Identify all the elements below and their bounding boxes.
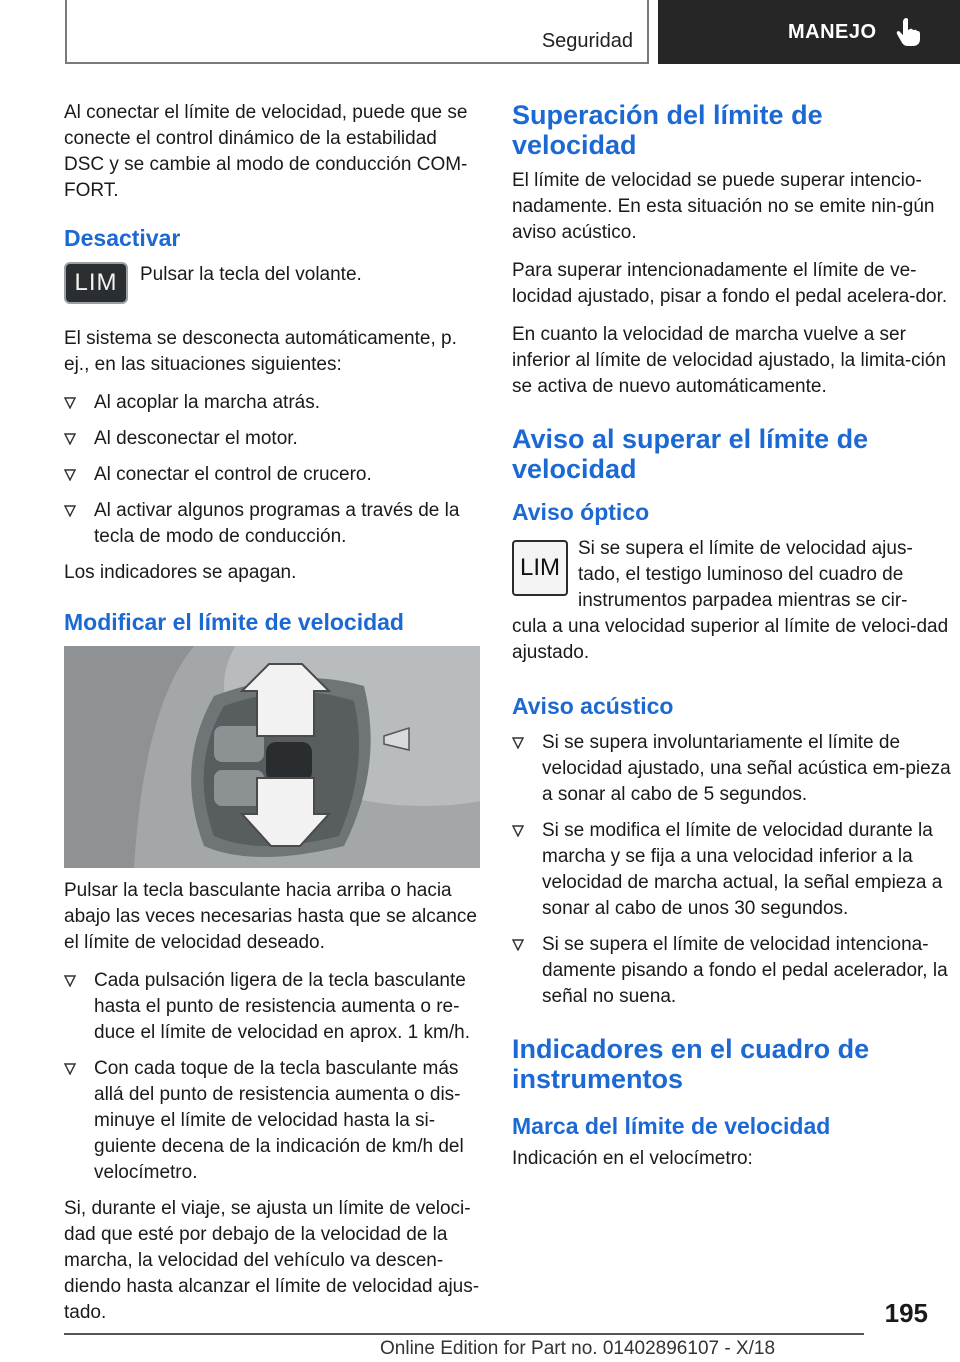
list-item: Al desconectar el motor. — [64, 426, 480, 452]
header-section-title: Seguridad — [541, 30, 633, 52]
acoustic-heading: Aviso acústico — [512, 693, 674, 719]
left-column — [64, 100, 480, 1338]
optic-heading: Aviso óptico — [512, 499, 650, 525]
right-column — [512, 100, 954, 1184]
footer-divider — [64, 1333, 864, 1335]
page-number: 195 — [884, 1298, 928, 1328]
hand-pointer-icon — [895, 17, 921, 47]
warning-heading: Aviso al superar el límite de velocidad — [512, 424, 869, 484]
triangle-bullet-icon — [512, 939, 524, 951]
lim-instruction-text: Pulsar la tecla del volante. — [140, 264, 362, 285]
triangle-bullet-icon — [64, 397, 76, 409]
auto-off-intro: El sistema se desconecta automáticamente, p. ej., en las situaciones siguientes: — [64, 328, 457, 375]
steering-wheel-image — [64, 646, 480, 868]
header-chapter-tab — [658, 0, 960, 64]
list-item: Al acoplar la marcha atrás. — [64, 390, 480, 416]
lim-button-icon: LIM — [64, 262, 128, 304]
list-item: Cada pulsación ligera de la tecla basculante hasta el punto de resistencia aumenta o re-duce el límite de velocidad en aprox. 1 km/h. — [64, 968, 480, 1046]
exceed-paragraph-2: Para superar intencionadamente el límite de ve-locidad ajustado, pisar a fondo el pedal acelera-dor. — [512, 260, 948, 307]
triangle-bullet-icon — [64, 505, 76, 517]
triangle-bullet-icon — [64, 975, 76, 987]
list-item: Si se modifica el límite de velocidad durante la marcha y se fija a una velocidad inferior a la velocidad de marcha actual, la señal empieza a sonar al cabo de unos 30 segundos. — [512, 818, 954, 922]
intro-paragraph: Al conectar el límite de velocidad, puede que se conecte el control dinámico de la estabilidad DSC y se cambie al modo de conducción COM-FORT. — [64, 102, 468, 201]
exceed-heading: Superación del límite de velocidad — [512, 100, 823, 160]
cluster-heading: Indicadores en el cuadro de instrumentos — [512, 1034, 870, 1094]
triangle-bullet-icon — [64, 433, 76, 445]
modify-intro: Pulsar la tecla basculante hacia arriba o hacia abajo las veces necesarias hasta que se alcance el límite de velocidad deseado. — [64, 880, 477, 953]
lim-indicator-icon: LIM — [512, 540, 568, 596]
list-item: Con cada toque de la tecla basculante más allá del punto de resistencia aumenta o dis-minuye el límite de velocidad hasta la si-guiente decena de la indicación de km/h del velocímetro. — [64, 1056, 480, 1186]
triangle-bullet-icon — [512, 737, 524, 749]
triangle-bullet-icon — [512, 825, 524, 837]
triangle-bullet-icon — [64, 1063, 76, 1075]
acoustic-list — [512, 730, 954, 1010]
modify-heading: Modificar el límite de velocidad — [64, 609, 404, 635]
indicators-off-text: Los indicadores se apagan. — [64, 562, 297, 583]
list-item: Al activar algunos programas a través de la tecla de modo de conducción. — [64, 498, 480, 550]
auto-off-list — [64, 390, 480, 550]
list-item: Si se supera el límite de velocidad intenciona-damente pisando a fondo el pedal acelerador, la señal no suena. — [512, 932, 954, 1010]
triangle-bullet-icon — [64, 469, 76, 481]
exceed-paragraph-1: El límite de velocidad se puede superar intencio-nadamente. En esta situación no se emite nin-gún aviso acústico. — [512, 170, 935, 243]
mark-text: Indicación en el velocímetro: — [512, 1148, 753, 1169]
optic-warning-text: Si se supera el límite de velocidad ajus-tado, el testigo luminoso del cuadro de instrumentos parpadea mientras se cir- cula a una velocidad superior al límite de veloci-dad ajustado. — [512, 538, 949, 663]
modify-list — [64, 968, 480, 1186]
edition-note: Online Edition for Part no. 01402896107 - X/18 — [380, 1338, 776, 1359]
lim-instruction-row — [64, 262, 480, 312]
optic-warning-row — [512, 536, 954, 666]
exceed-paragraph-3: En cuanto la velocidad de marcha vuelve a ser inferior al límite de velocidad ajustado, la limita-ción se activa de nuevo automáticamente. — [512, 324, 947, 397]
modify-outro: Si, durante el viaje, se ajusta un límite de veloci-dad que esté por debajo de la velocidad de la marcha, la velocidad del vehículo va descen-diendo hasta alcanzar el límite de velocidad ajus-tado. — [64, 1198, 480, 1323]
chapter-label: MANEJO — [788, 20, 877, 43]
list-item: Al conectar el control de crucero. — [64, 462, 480, 488]
deactivate-heading: Desactivar — [64, 225, 181, 251]
list-item: Si se supera involuntariamente el límite de velocidad ajustado, una señal acústica em-pieza a sonar al cabo de 5 segundos. — [512, 730, 954, 808]
mark-heading: Marca del límite de velocidad — [512, 1113, 831, 1139]
steering-wheel-rocker-illustration — [64, 646, 480, 868]
